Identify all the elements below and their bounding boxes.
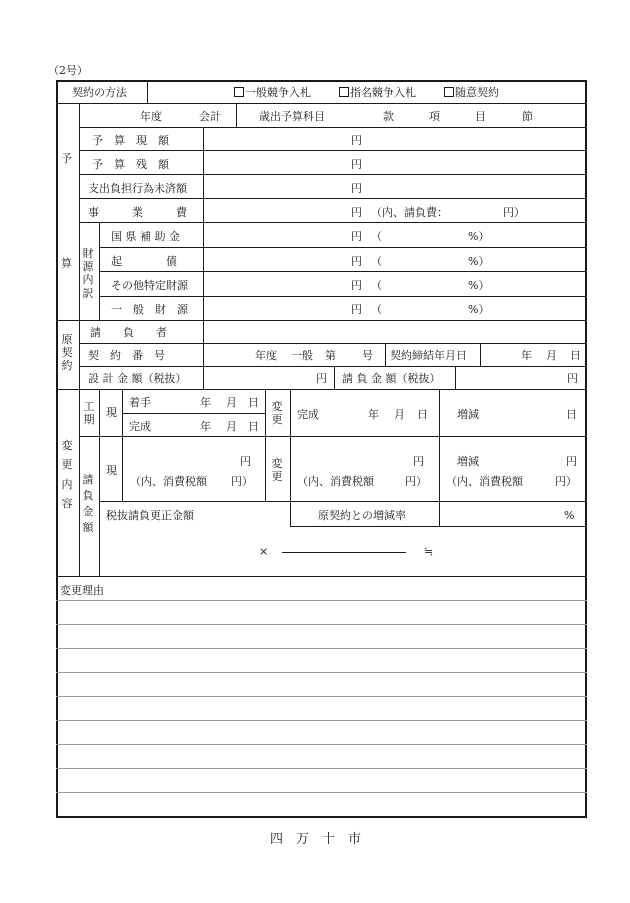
line-z1 <box>99 247 587 248</box>
kouki-new-year: 年 <box>368 408 379 421</box>
method-option-zuii[interactable]: 随意契約 <box>444 87 499 98</box>
change-side: 変更内容 <box>61 439 73 510</box>
kouki-zougen-day: 日 <box>566 408 577 421</box>
reason-line <box>56 672 587 673</box>
reason-line <box>56 792 587 793</box>
frame-bottom <box>56 816 587 818</box>
line-budget-header <box>79 127 587 128</box>
budget-side-yo: 予 <box>61 152 72 165</box>
amount-label: 請負金額 <box>82 473 94 534</box>
line-change-bottom <box>56 576 587 577</box>
kouki-label: 工期 <box>83 400 95 427</box>
line-number <box>79 366 587 367</box>
line-jigyou <box>79 222 587 223</box>
zaigen-0-pct: %） <box>468 230 490 243</box>
amount-henkou: 変更 <box>271 457 283 484</box>
zaigen-0-label: 国 県 補 助 金 <box>111 230 180 243</box>
kouki-chakushu-month: 月 <box>226 396 237 409</box>
amount-new-tax: （内、消費税額 <box>297 475 374 488</box>
reason-line <box>56 648 587 649</box>
row-mizumi-yen: 円 <box>351 182 362 195</box>
zaigen-2-open: （ <box>371 279 382 292</box>
row-jigyou-label: 事 業 費 <box>88 206 187 219</box>
v-kamoku <box>236 103 237 127</box>
header-kan: 款 <box>383 110 394 123</box>
reason-line <box>56 624 587 625</box>
line-genkaku <box>79 150 587 151</box>
zaigen-side: 財源内訳 <box>82 247 94 300</box>
kouki-kansei-month: 月 <box>226 420 237 433</box>
number-nendo: 年度 <box>255 349 277 362</box>
date-year: 年 <box>521 349 532 362</box>
number-gou: 号 <box>362 349 373 362</box>
line-z2 <box>99 271 587 272</box>
kouki-chakushu-day: 日 <box>248 396 259 409</box>
header-year: 年度 <box>140 110 162 123</box>
v-date-value <box>480 343 481 366</box>
reason-line <box>56 696 587 697</box>
date-day: 日 <box>570 349 581 362</box>
ukeoi-label: 請 負 金 額（税抜） <box>342 372 441 385</box>
contractor-label: 請 負 者 <box>90 326 167 339</box>
ukeoi-yen: 円 <box>567 372 578 385</box>
v-henkou-a <box>265 389 266 501</box>
checkbox-icon[interactable] <box>339 87 349 97</box>
reason-label: 変更理由 <box>60 584 104 597</box>
row-jigyou-yen: 円 <box>351 206 362 219</box>
amount-zougen-yen: 円 <box>566 455 577 468</box>
zaigen-3-pct: %） <box>468 303 490 316</box>
header-kou: 項 <box>429 110 440 123</box>
kouki-henkou: 変更 <box>271 400 283 427</box>
v-kouki-col <box>99 389 100 576</box>
line-budget-bottom <box>56 320 587 321</box>
v-sekkei-mid <box>334 366 335 389</box>
date-month: 月 <box>546 349 557 362</box>
amount-gen-yen: 円 <box>240 455 251 468</box>
v-henkou-b <box>290 389 291 526</box>
frame-left <box>56 80 58 818</box>
reason-line <box>56 600 587 601</box>
line-kouki-bottom <box>79 436 587 437</box>
kouki-kansei: 完成 <box>129 420 151 433</box>
row-zangaku-label: 予 算 残 額 <box>92 158 169 171</box>
kouki-kansei-year: 年 <box>200 420 211 433</box>
amount-new-tax-close: 円） <box>405 475 427 488</box>
checkbox-icon[interactable] <box>444 87 454 97</box>
number-ippan: 一般 <box>291 349 313 362</box>
row-zangaku-yen: 円 <box>351 158 362 171</box>
kouki-kansei-day: 日 <box>248 420 259 433</box>
v-label <box>203 127 204 389</box>
v-method <box>147 80 148 103</box>
zaigen-1-yen: 円 <box>351 255 362 268</box>
sekkei-label: 設 計 金 額（税抜） <box>88 372 187 385</box>
zaigen-2-label: その他特定財源 <box>111 279 188 292</box>
zaigen-1-open: （ <box>371 255 382 268</box>
zaigen-0-open: （ <box>371 230 382 243</box>
amount-zougen: 増減 <box>457 455 479 468</box>
zaigen-2-yen: 円 <box>351 279 362 292</box>
method-option-shimei[interactable]: 指名競争入札 <box>339 87 416 98</box>
header-moku: 目 <box>475 110 486 123</box>
kouki-new-kansei: 完成 <box>297 408 319 421</box>
row-genkaku-label: 予 算 現 額 <box>92 134 169 147</box>
formula-times: × <box>259 545 269 558</box>
number-dai: 第 <box>325 349 336 362</box>
frame-right <box>585 80 587 818</box>
method-option-ippan[interactable]: 一般競争入札 <box>234 87 311 98</box>
v-ukeoi-mid <box>455 366 456 389</box>
method-label: 契約の方法 <box>72 86 127 99</box>
zaigen-0-yen: 円 <box>351 230 362 243</box>
date-label: 契約締結年月日 <box>390 349 467 362</box>
header-setsu: 節 <box>522 110 533 123</box>
reason-line <box>56 720 587 721</box>
budget-side-san: 算 <box>61 257 72 270</box>
amount-gen-tax: （内、消費税額 <box>130 475 207 488</box>
zeinuki-label: 税抜請負更正金額 <box>106 509 194 522</box>
row-genkaku-yen: 円 <box>351 134 362 147</box>
zaigen-3-open: （ <box>371 303 382 316</box>
v-zougen <box>439 389 440 526</box>
footer-city: 四 万 十 市 <box>270 832 362 847</box>
row-jigyou-note: （内、請負費： <box>371 206 448 219</box>
amount-gen: 現 <box>106 464 117 477</box>
line-original-bottom <box>56 389 587 390</box>
kouki-chakushu-year: 年 <box>200 396 211 409</box>
amount-zougen-tax-close: 円） <box>555 475 577 488</box>
ritsu-pct: % <box>564 509 575 522</box>
reason-line <box>56 744 587 745</box>
kouki-new-month: 月 <box>394 408 405 421</box>
form-number: （2号） <box>48 64 88 77</box>
kouki-zougen: 増減 <box>457 408 479 421</box>
line-mizumi <box>79 198 587 199</box>
zaigen-1-pct: %） <box>468 255 490 268</box>
line-method-bottom <box>56 103 587 104</box>
header-kamoku: 歳出予算科目 <box>259 110 325 123</box>
kouki-chakushu: 着手 <box>129 396 151 409</box>
amount-gen-tax-close: 円） <box>231 475 253 488</box>
amount-zougen-tax: （内、消費税額 <box>446 475 523 488</box>
v-gen <box>122 389 123 501</box>
reason-line <box>56 768 587 769</box>
v-date-label <box>385 343 386 366</box>
line-contractor <box>79 343 587 344</box>
amount-new-yen: 円 <box>413 455 424 468</box>
formula-approx: ≒ <box>424 545 434 558</box>
kouki-gen: 現 <box>106 406 117 419</box>
zaigen-1-label: 起 債 <box>111 255 177 268</box>
number-label: 契 約 番 号 <box>88 349 165 362</box>
line-amount-mid <box>99 501 587 502</box>
row-mizumi-label: 支出負担行為未済額 <box>88 182 187 195</box>
line-kouki-mid <box>122 413 265 414</box>
zaigen-3-yen: 円 <box>351 303 362 316</box>
original-side: 原契約 <box>61 333 73 373</box>
frame-top <box>56 80 587 82</box>
ritsu-label: 原契約との増減率 <box>318 509 406 522</box>
line-z3 <box>99 296 587 297</box>
zaigen-2-pct: %） <box>468 279 490 292</box>
line-zeinuki-mid <box>290 526 587 527</box>
kouki-new-day: 日 <box>417 408 428 421</box>
row-jigyou-close: 円） <box>503 206 525 219</box>
line-zangaku <box>79 174 587 175</box>
v-zaigen <box>99 222 100 320</box>
checkbox-icon[interactable] <box>234 87 244 97</box>
header-kaikei: 会計 <box>199 110 221 123</box>
zaigen-3-label: 一 般 財 源 <box>111 303 188 316</box>
v-side <box>79 103 80 576</box>
formula-line <box>282 552 406 553</box>
sekkei-yen: 円 <box>316 372 327 385</box>
